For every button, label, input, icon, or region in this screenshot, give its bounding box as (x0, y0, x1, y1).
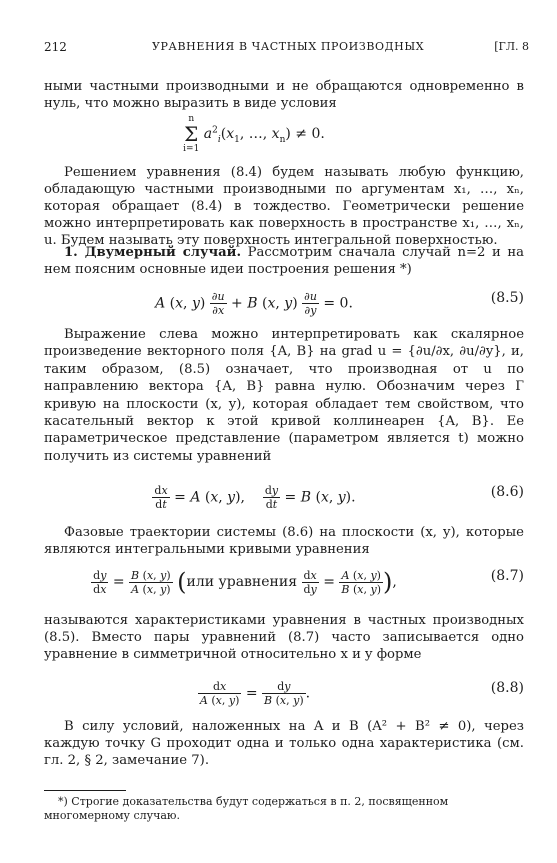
paragraph-3 (44, 244, 524, 278)
paragraph-1: ными частными производными и не обращаются одновременно в нуль, что можно выразить в виде условия (44, 79, 524, 111)
equation-number-8-6: (8.6) (490, 484, 524, 500)
paragraph-4: Выражение слева можно интерпретировать как скалярное произведение векторного поля {A, B} на grad u = {∂u/∂x, ∂u/∂y}, и, таким образом, (8.5) означает, что производная от u по направлению вектора {A, B} равна нулю. Обозначим через Г кривую на плоскости (x, y), которая обладает тем свойством, что касательный вектор к этой кривой коллинеарен {A, B}. Ее параметрическое представление (параметром является t) можно получить из системы уравнений (44, 327, 524, 464)
equation-8-5: A (x, y) $\frac{\partial u}{\partial x}$ + B (x, y) $\frac{\partial u}{\partial y}$ = 0. (8.5) (155, 290, 524, 317)
equation-number-8-5: (8.5) (490, 290, 524, 306)
equation-number-8-8: (8.8) (490, 680, 524, 696)
page-number: 212 (44, 40, 67, 54)
chapter-label: [ГЛ. 8 (494, 40, 529, 53)
equation-8-8: $\frac{dx}{A (x, y)}$ = $\frac{dy}{B (x, y)}$ . (8.8) (199, 680, 524, 707)
equation-8-6: $\frac{dx}{dt}$ = A (x, y), $\frac{dy}{dt}$ = B (x, y). (8.6) (154, 484, 524, 511)
paragraph-3-text: Рассмотрим сначала случай n=2 и на нем поясним основные идеи построения решения *) (44, 245, 524, 277)
footnote-divider (44, 790, 126, 791)
equation-8-7: $\frac{dy}{dx}$ = $\frac{B (x, y)}{A (x, y)}$ (или уравнения $\frac{dx}{dy}$ = $\frac{A (x, y)}{B (x, y)}$ ), (8.7) (93, 568, 524, 596)
paragraph-2: Решением уравнения (8.4) будем называть любую функцию, обладающую частными производными по аргументам x₁, …, xₙ, которая обращает (8.4) в тождество. Геометрически решение можно интерпретировать как поверхность в пространстве x₁, …, xₙ, u. Будем называть эту поверхность интегральной поверхностью. (44, 165, 524, 248)
footnote: *) Строгие доказательства будут содержаться в п. 2, посвященном многомерному случаю. (44, 795, 449, 822)
section-heading: 1. Двумерный случай. (64, 245, 242, 260)
equation-sum-condition: n Σ i=1 $a^2_i(x_1$, …, $x_n) \ne 0$. (183, 114, 325, 154)
paragraph-7: В силу условий, наложенных на A и B (A² + B² ≠ 0), через каждую точку G проходит одна и только одна характеристика (см. гл. 2, § 2, замечание 7). (44, 719, 524, 768)
running-title: УРАВНЕНИЯ В ЧАСТНЫХ ПРОИЗВОДНЫХ (152, 40, 425, 53)
equation-8-7-text: или уравнения (186, 574, 298, 590)
running-header (44, 40, 529, 58)
paragraph-6: называются характеристиками уравнения в частных производных (8.5). Вместо пары уравнений (8.7) часто записывается одно уравнение в симметричной относительно x и y форме (44, 613, 524, 662)
paragraph-5: Фазовые траектории системы (8.6) на плоскости (x, y), которые являются интегральными кривыми уравнения (44, 525, 524, 557)
equation-number-8-7: (8.7) (490, 568, 524, 584)
